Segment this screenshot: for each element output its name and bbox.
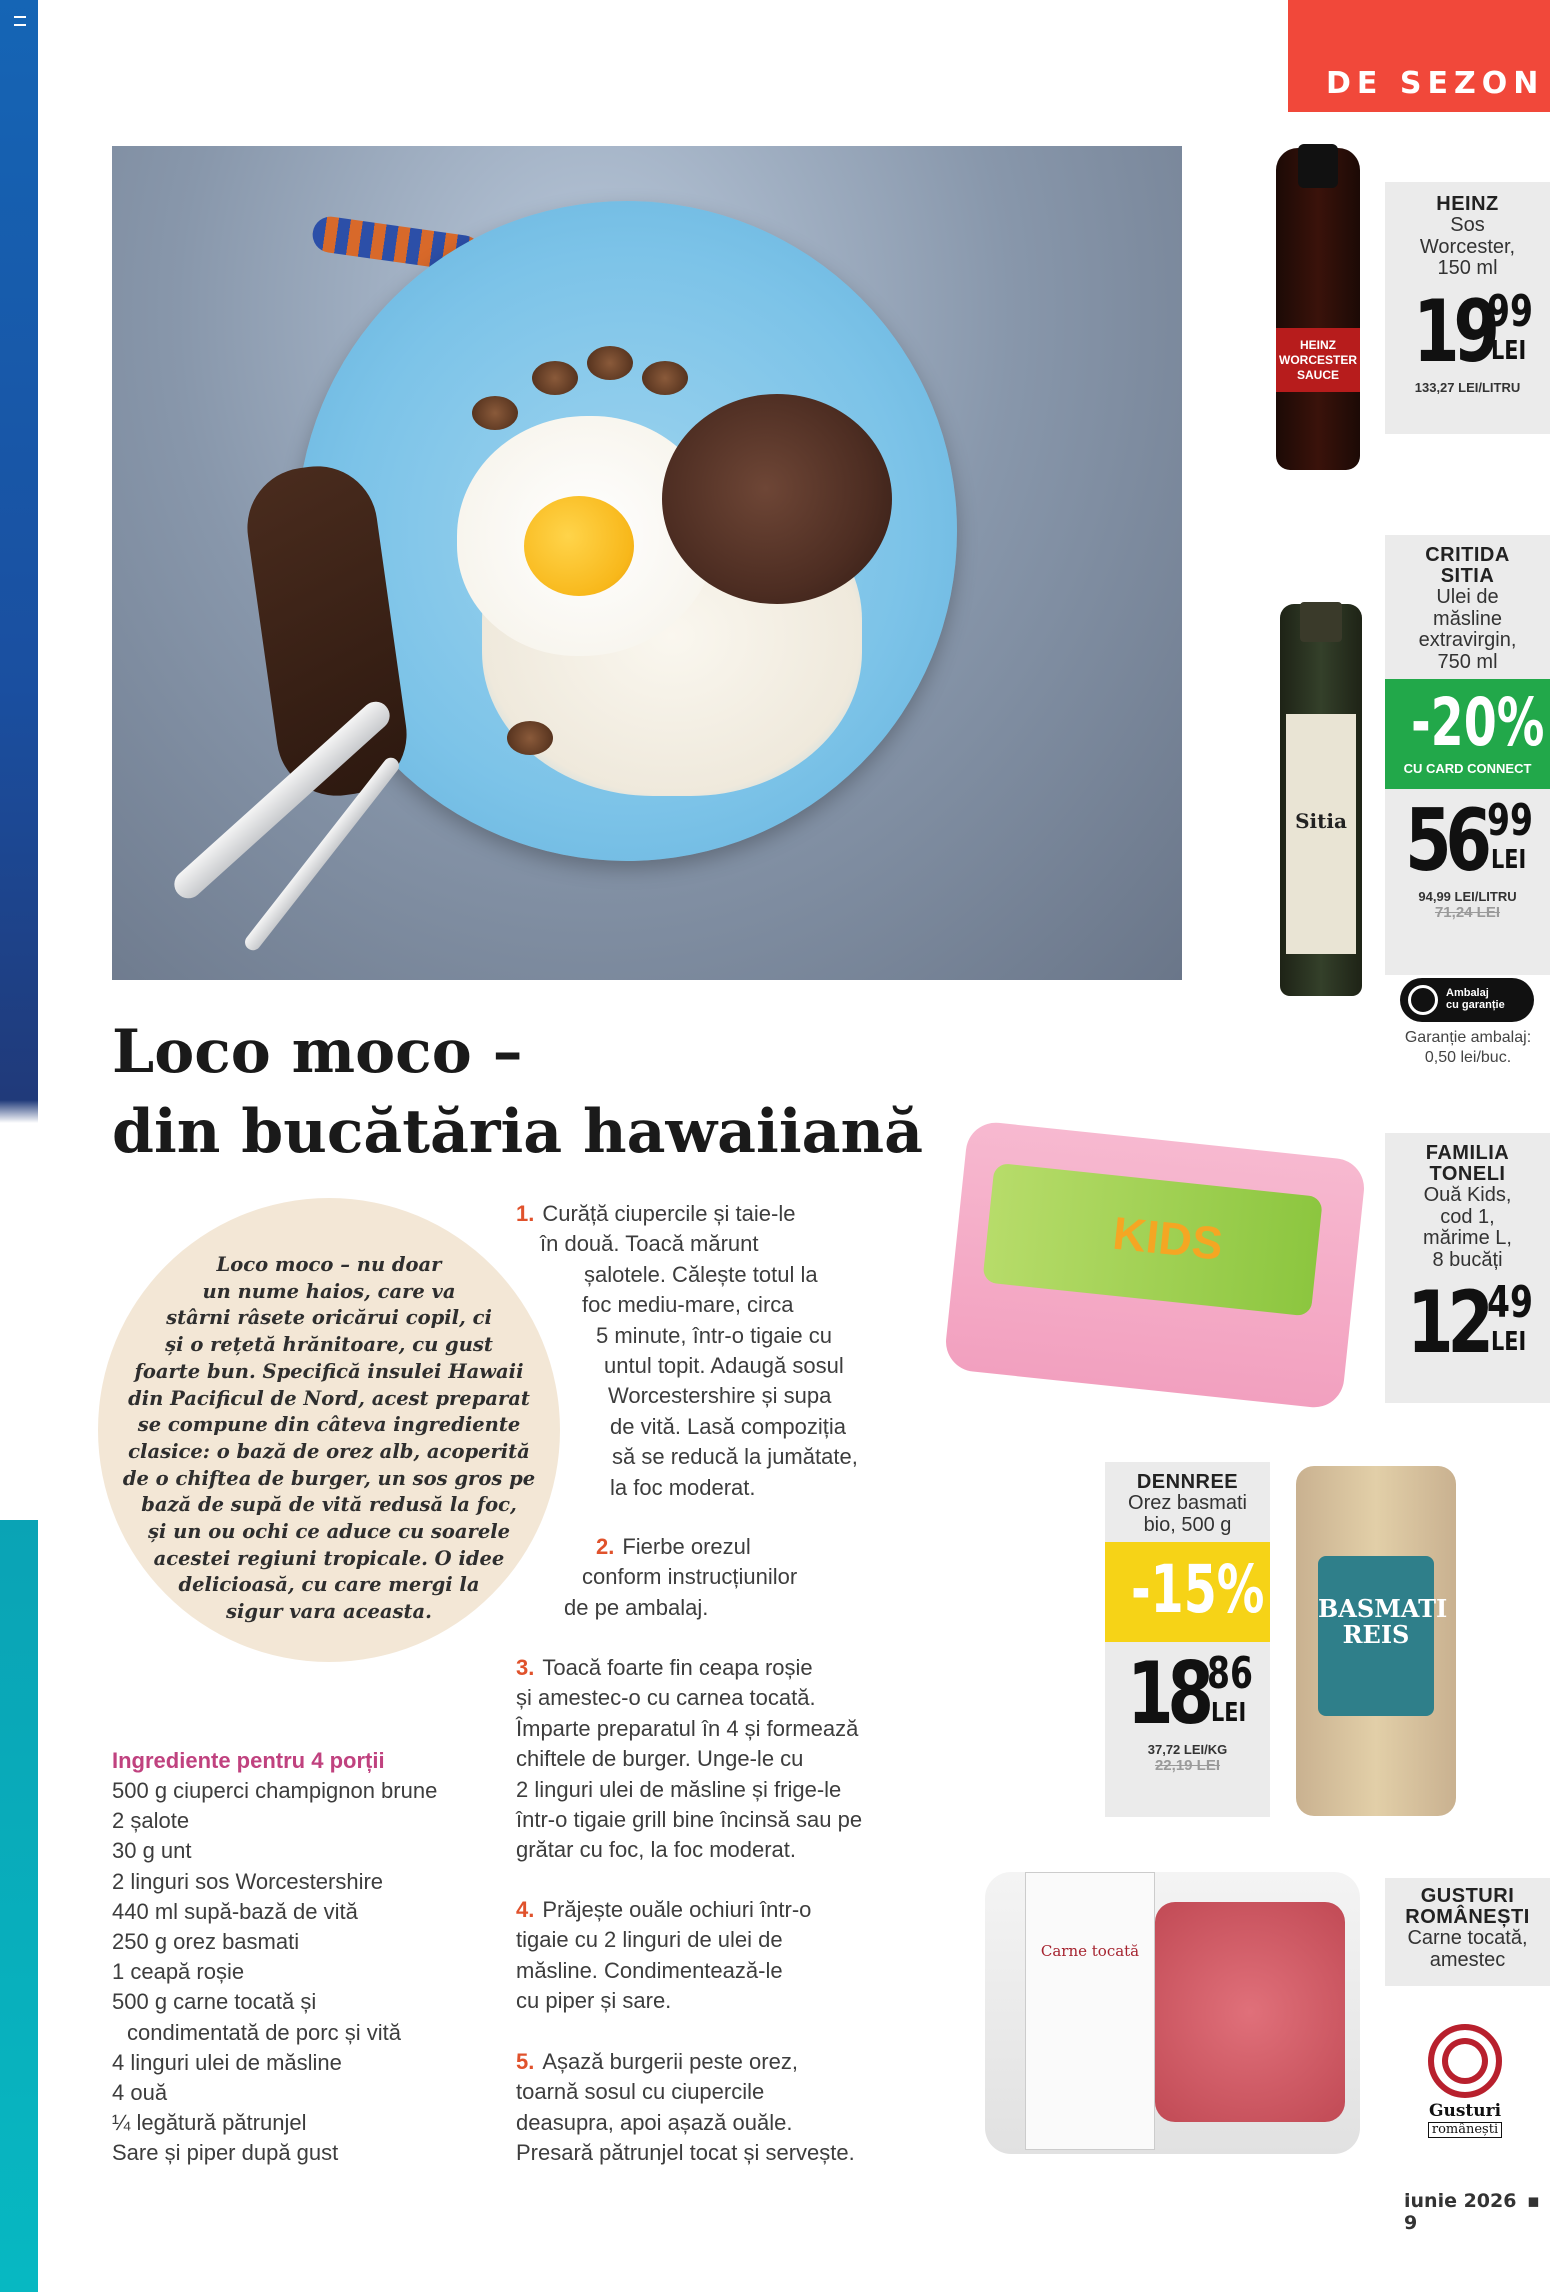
guarantee-note: Garanție ambalaj: 0,50 lei/buc. — [1404, 1029, 1532, 1066]
list-item: ¼ legătură pătrunjel — [112, 2110, 307, 2136]
dennree-price-card: DENNREE Orez basmati bio, 500 g -15% 18 86 LEI 37,72 LEI/KG 22,19 LEI — [1105, 1462, 1270, 1817]
ingredients-title: Ingrediente pentru 4 porții — [112, 1748, 385, 1773]
list-item: 4 linguri ulei de măsline — [112, 2049, 342, 2075]
discount-badge: -20% CU CARD CONNECT — [1385, 679, 1550, 789]
list-item: Sare și piper după gust — [112, 2140, 339, 2166]
list-item: 2 șalote — [112, 1808, 190, 1834]
ingredients-list — [112, 1776, 437, 2169]
heinz-price: 19 99 LEI — [1413, 281, 1533, 382]
list-item: 30 g unt — [112, 1838, 192, 1864]
menu-icon — [14, 16, 26, 26]
mushroom — [642, 361, 688, 395]
olive-oil-bottle — [1280, 604, 1362, 996]
list-item: 4 ouă — [112, 2080, 168, 2106]
list-item: 2 linguri sos Worcestershire — [112, 1868, 384, 1894]
step-2: 2. Fierbe orezul conform instrucțiunilor de pe ambalaj. — [564, 1534, 798, 1620]
list-item: 500 g ciuperci champignon brune — [112, 1778, 438, 1803]
mushroom — [587, 346, 633, 380]
rice-bag-label: BASMATI REIS — [1318, 1556, 1434, 1716]
dennree-price: 18 86 LEI — [1127, 1644, 1253, 1744]
list-item: condimentată de porc și vită — [127, 2019, 401, 2045]
step-3: 3. Toacă foarte fin ceapa roșie și amestec-o cu carnea tocată. Împarte preparatul în 4 și formează chiftele de burger. Unge-le cu 2 linguri ulei de măsline și frige-le într-o tigaie grill bine încinsă sau pe grătar cu foc, la foc moderat. — [516, 1655, 863, 1863]
mushroom — [507, 721, 553, 755]
critida-price-card: CRITIDA SITIA Ulei de măsline extravirgin, 750 ml -20% CU CARD CONNECT 56 99 LEI 94,99 LEI/LITRU 71,24 LEI — [1385, 535, 1550, 975]
page-footer: iunie 2026 ▪ 9 — [1404, 2190, 1540, 2234]
gusturi-price-card: GUSTURI ROMÂNEȘTI Carne tocată, amestec — [1385, 1878, 1550, 1986]
intro-text: Loco moco – nu doar un nume haios, care va stârni râsete oricărui copil, ci și o rețetă hrănitoare, cu gust foarte bun. Specifică insulei Hawaii din Pacificul de Nord, acest preparat se compune din câteva ingrediente clasice: o bază de orez alb, acoperită de o chiftea de burger, un sos gros pe bază de supă de vită redusă la foc, și un ou ochi ce aduce cu soarele acestei regiuni tropicale. O idee delicioasă, cu care mergi la sigur vara aceasta. — [122, 1253, 536, 1624]
mushroom — [472, 396, 518, 430]
list-item: 500 g carne tocată și — [112, 1989, 317, 2015]
packaging-guarantee-badge: Ambalaj cu garanție — [1400, 978, 1534, 1022]
olive-oil-label: Sitia — [1286, 714, 1356, 954]
gusturi-logo: Gusturi românești — [1424, 2024, 1506, 2146]
recipe-title: Loco moco – din bucătăria hawaiiană — [112, 1017, 923, 1167]
toneli-price-card: FAMILIA TONELI Ouă Kids, cod 1, mărime L, 8 bucăți 12 49 LEI — [1385, 1133, 1550, 1403]
left-edge-teal — [0, 1520, 38, 2292]
section-banner: DE SEZON — [1288, 0, 1550, 112]
rice-bag — [1296, 1466, 1456, 1816]
list-item: 1 ceapă roșie — [112, 1959, 245, 1985]
heinz-price-card: HEINZ Sos Worcester, 150 ml 19 99 LEI 133,27 LEI/LITRU — [1385, 182, 1550, 434]
heinz-bottle — [1276, 148, 1360, 470]
critida-price: 56 99 LEI — [1405, 791, 1533, 891]
mushroom — [532, 361, 578, 395]
discount-badge: -15% — [1105, 1542, 1270, 1642]
step-5: 5. Așază burgerii peste orez, toarnă sosul cu ciupercile deasupra, apoi așază ouăle. Presară pătrunjel tocat și servește. — [516, 2049, 855, 2166]
step-1: 1. Curăță ciupercile și taie-le în două. Toacă mărunt șalotele. Călește totul la foc mediu-mare, circa 5 minute, într-o tigaie cu untul topit. Adaugă sosul Worcestershire și supa de vită. Lasă compoziția să se reducă la jumătate, la foc moderat. — [516, 1201, 858, 1500]
toneli-price: 12 49 LEI — [1407, 1273, 1533, 1373]
list-item: 440 ml supă-bază de vită — [112, 1898, 358, 1924]
heinz-label: HEINZ WORCESTER SAUCE — [1276, 328, 1360, 392]
list-item: 250 g orez basmati — [112, 1929, 300, 1955]
recycle-icon — [1408, 985, 1438, 1015]
step-4: 4. Prăjește ouăle ochiuri într-o tigaie cu 2 linguri de ulei de măsline. Condimentează-le cu piper și sare. — [516, 1897, 812, 2014]
burger-patty — [662, 394, 892, 604]
eggs-carton: KIDS — [943, 1120, 1367, 1410]
meat-tray: Carne tocată — [985, 1872, 1360, 2154]
egg-yolk — [524, 496, 634, 596]
hero-photo — [112, 146, 1182, 980]
